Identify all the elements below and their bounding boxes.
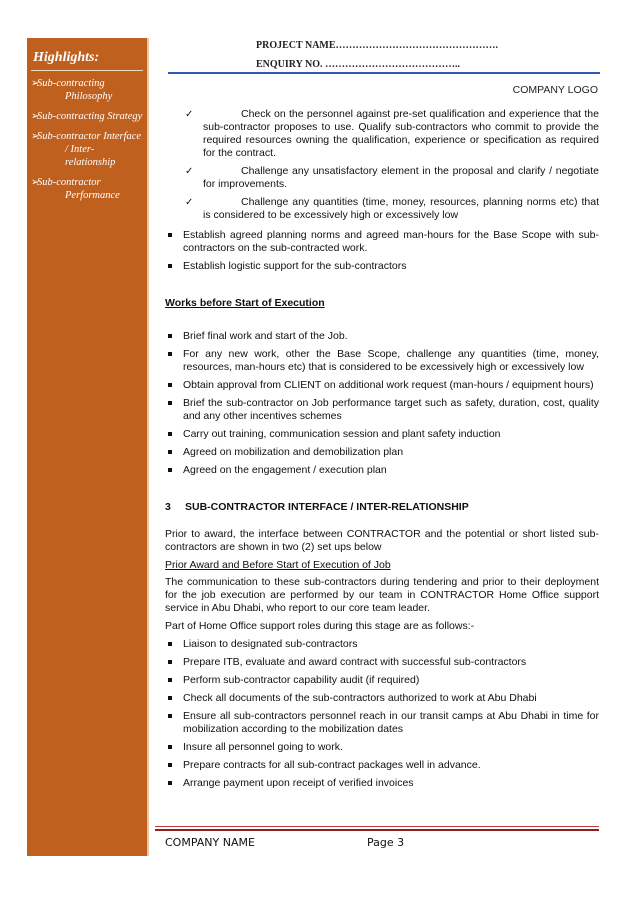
list-item xyxy=(165,260,599,273)
list-item xyxy=(165,741,599,754)
list-item xyxy=(165,710,599,736)
footer-company-name: COMPANY NAME xyxy=(165,836,255,849)
sidebar-item-label: Sub-contractor Performance xyxy=(37,177,120,201)
footer-divider-thin xyxy=(155,826,599,827)
list-item xyxy=(165,379,599,392)
company-logo-placeholder: COMPANY LOGO xyxy=(512,84,598,96)
list-item-text: Perform sub-contractor capability audit (if required) xyxy=(183,674,420,686)
check-list-item xyxy=(165,165,599,191)
bullet-list-top xyxy=(165,229,599,273)
list-item xyxy=(165,446,599,459)
list-item xyxy=(165,330,599,343)
list-item-text: Prepare contracts for all sub-contract packages well in advance. xyxy=(183,759,481,771)
square-bullet-icon xyxy=(168,781,172,785)
prior-award-subheading: Prior Award and Before Start of Execution of Job xyxy=(165,559,391,571)
list-item-text: Agreed on the engagement / execution plan xyxy=(183,464,387,476)
intro-paragraph: Prior to award, the interface between CONTRACTOR and the potential or short listed sub-contractors are shown in two (2) set ups below xyxy=(165,528,599,553)
square-bullet-icon xyxy=(168,468,172,472)
communication-paragraph: The communication to these sub-contractors during tendering and prior to their deployment for the job execution are performed by our team in CONTRACTOR Home Office support service in Abu Dhabi, who report to our core team leader. xyxy=(165,576,599,614)
list-item xyxy=(165,229,599,255)
square-bullet-icon xyxy=(168,714,172,718)
square-bullet-icon xyxy=(168,745,172,749)
section-title: SUB-CONTRACTOR INTERFACE / INTER-RELATIONSHIP xyxy=(185,501,469,513)
list-item xyxy=(165,348,599,374)
list-item-text: Obtain approval from CLIENT on additional work request (man-hours / equipment hours) xyxy=(183,379,594,391)
list-item xyxy=(165,692,599,705)
sidebar-divider xyxy=(31,70,143,71)
square-bullet-icon xyxy=(168,383,172,387)
square-bullet-icon xyxy=(168,763,172,767)
list-item-text: Agreed on mobilization and demobilization plan xyxy=(183,446,404,458)
square-bullet-icon xyxy=(168,352,172,356)
checkmark-icon: ✓ xyxy=(185,197,194,208)
check-list-item xyxy=(165,196,599,222)
list-item-text: Establish agreed planning norms and agreed man-hours for the Base Scope with sub-contractors on the sub-contracted work. xyxy=(183,229,599,254)
list-item-text: Liaison to designated sub-contractors xyxy=(183,638,358,650)
sidebar-item-subcontracting-philosophy xyxy=(27,77,147,103)
sidebar-title: Highlights: xyxy=(33,50,100,65)
square-bullet-icon xyxy=(168,233,172,237)
check-item-text: Challenge any quantities (time, money, resources, planning norms etc) that is considered to be excessively high or excessively low xyxy=(203,196,599,221)
sidebar-item-subcontracting-strategy xyxy=(27,110,147,123)
list-item xyxy=(165,759,599,772)
list-item-text: Arrange payment upon receipt of verified invoices xyxy=(183,777,414,789)
footer-divider-thick xyxy=(155,829,599,831)
support-roles-list xyxy=(165,638,599,790)
square-bullet-icon xyxy=(168,401,172,405)
sidebar-item-label: Sub-contractor Interface / Inter-relationship xyxy=(37,131,142,168)
list-item-text: Brief the sub-contractor on Job performance target such as safety, duration, cost, quality and any other incentives schemes xyxy=(183,397,599,422)
list-item-text: Check all documents of the sub-contractors authorized to work at Abu Dhabi xyxy=(183,692,537,704)
list-item xyxy=(165,656,599,669)
list-item xyxy=(165,464,599,477)
square-bullet-icon xyxy=(168,678,172,682)
section-number: 3 xyxy=(165,501,171,513)
arrow-bullet-icon: ➢ xyxy=(31,131,40,142)
checkmark-icon: ✓ xyxy=(185,166,194,177)
square-bullet-icon xyxy=(168,432,172,436)
list-item-text: For any new work, other the Base Scope, challenge any quantities (time, money, resources, man-hours etc) that is considered to be excessively high or excessively low xyxy=(183,348,599,373)
header-divider xyxy=(168,72,600,74)
square-bullet-icon xyxy=(168,450,172,454)
check-item-text: Challenge any unsatisfactory element in the proposal and clarify / negotiate for improvements. xyxy=(203,165,599,190)
sidebar-item-subcontractor-performance xyxy=(27,176,147,202)
project-name-line: PROJECT NAME…………………………………………. xyxy=(256,40,499,51)
arrow-bullet-icon: ➢ xyxy=(31,78,40,89)
works-before-execution-heading: Works before Start of Execution xyxy=(165,297,325,309)
sidebar-list xyxy=(27,77,147,202)
list-item xyxy=(165,674,599,687)
list-item xyxy=(165,428,599,441)
sidebar-item-label: Sub-contracting Strategy xyxy=(37,111,143,122)
section-3-heading xyxy=(165,501,599,514)
list-item-text: Carry out training, communication session and plant safety induction xyxy=(183,428,501,440)
check-list-item xyxy=(165,108,599,160)
square-bullet-icon xyxy=(168,660,172,664)
list-item-text: Ensure all sub-contractors personnel reach in our transit camps at Abu Dhabi in time for mobilization according to the mobilization dates xyxy=(183,710,599,735)
square-bullet-icon xyxy=(168,334,172,338)
enquiry-number-line: ENQUIRY NO. ………………………………….. xyxy=(256,59,461,70)
list-item xyxy=(165,777,599,790)
check-item-text: Check on the personnel against pre-set qualification and experience that the sub-contractor proposes to use. Qualify sub-contractors who commit to provide the required resources owning the qualification, experience or specification as required for the contract. xyxy=(203,108,599,159)
list-item-text: Establish logistic support for the sub-contractors xyxy=(183,260,407,272)
square-bullet-icon xyxy=(168,696,172,700)
list-item-text: Brief final work and start of the Job. xyxy=(183,330,348,342)
list-item-text: Insure all personnel going to work. xyxy=(183,741,343,753)
checkmark-icon: ✓ xyxy=(185,109,194,120)
arrow-bullet-icon: ➢ xyxy=(31,177,40,188)
square-bullet-icon xyxy=(168,264,172,268)
sidebar-item-label: Sub-contracting Philosophy xyxy=(37,78,113,102)
list-item xyxy=(165,638,599,651)
list-item-text: Prepare ITB, evaluate and award contract with successful sub-contractors xyxy=(183,656,527,668)
highlights-sidebar xyxy=(27,38,149,856)
works-bullet-list xyxy=(165,330,599,477)
arrow-bullet-icon: ➢ xyxy=(31,111,40,122)
sidebar-item-subcontractor-interface xyxy=(27,130,147,169)
page-body xyxy=(165,108,599,795)
square-bullet-icon xyxy=(168,642,172,646)
footer-page-number: Page 3 xyxy=(367,836,405,849)
support-roles-paragraph: Part of Home Office support roles during this stage are as follows:- xyxy=(165,620,475,632)
list-item xyxy=(165,397,599,423)
